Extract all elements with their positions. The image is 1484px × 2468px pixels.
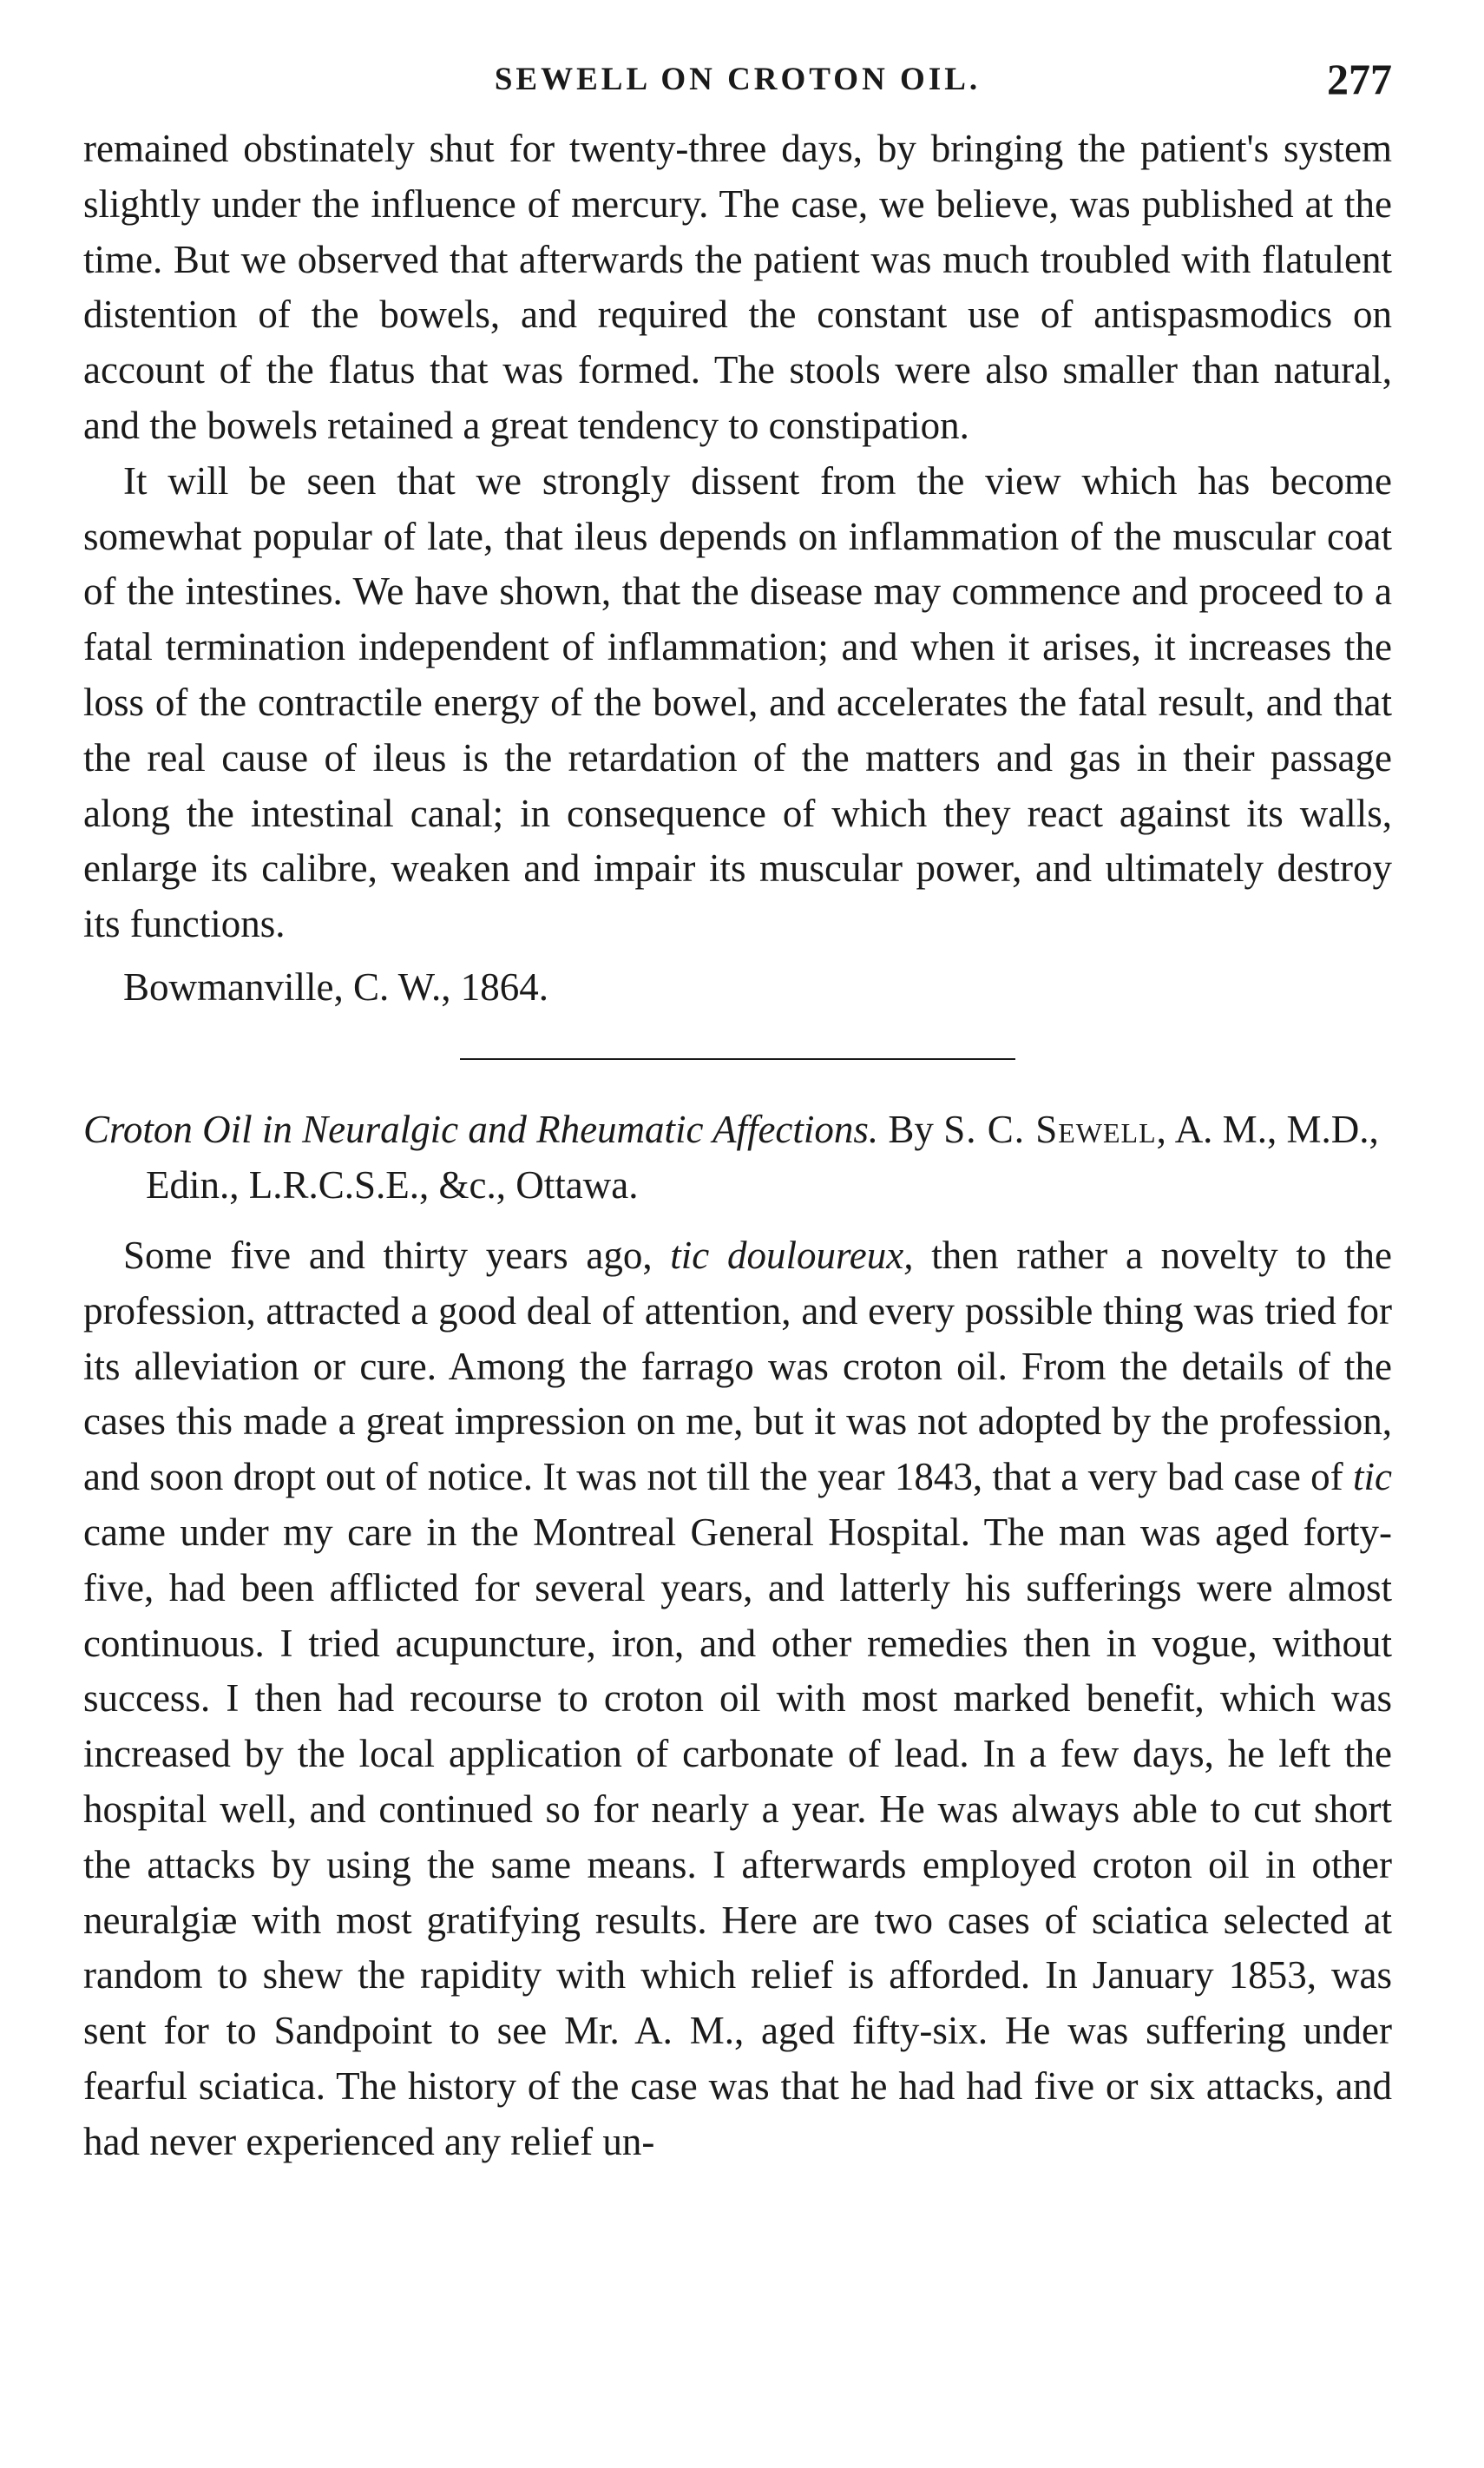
author-credentials: A. M., M.D., Edin., L.R.C.S.E., &c., Ottawa. xyxy=(146,1107,1379,1207)
running-title: SEWELL ON CROTON OIL. xyxy=(494,62,982,97)
paragraph-croton-oil xyxy=(83,1228,1392,2170)
paragraph-ileus-view: It will be seen that we strongly dissent from the view which has become somewhat popular of late, that ileus depends on inflammation of the muscular coat of the intestines. We have shown, that the disease may commence and proceed to a fatal termination independent of inflammation; and when it arises, it increases the loss of the contractile energy of the bowel, and accelerates the fatal result, and that the real cause of ileus is the retardation of the matters and gas in their passage along the intestinal canal; in consequence of which they react against its walls, enlarge its calibre, weaken and impair its muscular power, and ultimately destroy its functions. xyxy=(83,458,1392,946)
page-number: 277 xyxy=(1327,55,1392,103)
dateline: Bowmanville, C. W., 1864. xyxy=(123,964,549,1009)
term-tic-douloureux: tic douloureux, xyxy=(670,1233,914,1277)
article-title: Croton Oil in Neuralgic and Rheumatic Affections. xyxy=(83,1107,879,1151)
author-name: S. C. Sewell, xyxy=(943,1107,1167,1151)
section-divider xyxy=(460,1058,1015,1060)
paragraph-continued: remained obstinately shut for twenty-three days, by bringing the patient's system slightly under the influence of mercury. The case, we believe, was published at the time. But we observed that afterwards the patient was much troubled with flatulent distention of the bowels, and required the constant use of antispasmodics on account of the flatus that was formed. The stools were also smaller than natural, and the bowels retained a great tendency to constipation. xyxy=(83,127,1392,447)
text-segment: came under my care in the Montreal General Hospital. The man was aged forty-five, had been afflicted for several years, and latterly his sufferings were almost continuous. I tried acupuncture, iron, and other remedies then in vogue, without success. I then had recourse to croton oil with most marked benefit, which was increased by the local application of carbonate of lead. In a few days, he left the hospital well, and continued so for nearly a year. He was always able to cut short the attacks by using the same means. I afterwards employed croton oil in other neuralgiæ with most gratifying results. Here are two cases of sciatica selected at random to shew the rapidity with which relief is afforded. In January 1853, was sent for to Sandpoint to see Mr. A. M., aged fifty-six. He was suffering under fearful sciatica. The history of the case was that he had had five or six attacks, and had never experienced any relief un- xyxy=(83,1510,1392,2163)
running-head xyxy=(83,55,1392,122)
byline-by: By xyxy=(888,1107,934,1151)
term-tic: tic xyxy=(1353,1455,1393,1499)
article-heading xyxy=(83,1102,1392,1213)
text-segment: Some five and thirty years ago, xyxy=(123,1233,653,1277)
text-segment: then rather a novelty to the profession, attracted a good deal of attention, and every possible thing was tried for its alleviation or cure. Among the farrago was croton oil. From the details of the cases this made a great impression on me, but it was not adopted by the profession, and soon dropt out of notice. It was not till the year 1843, that a very bad case of xyxy=(83,1233,1393,1499)
book-page xyxy=(83,55,1393,2170)
